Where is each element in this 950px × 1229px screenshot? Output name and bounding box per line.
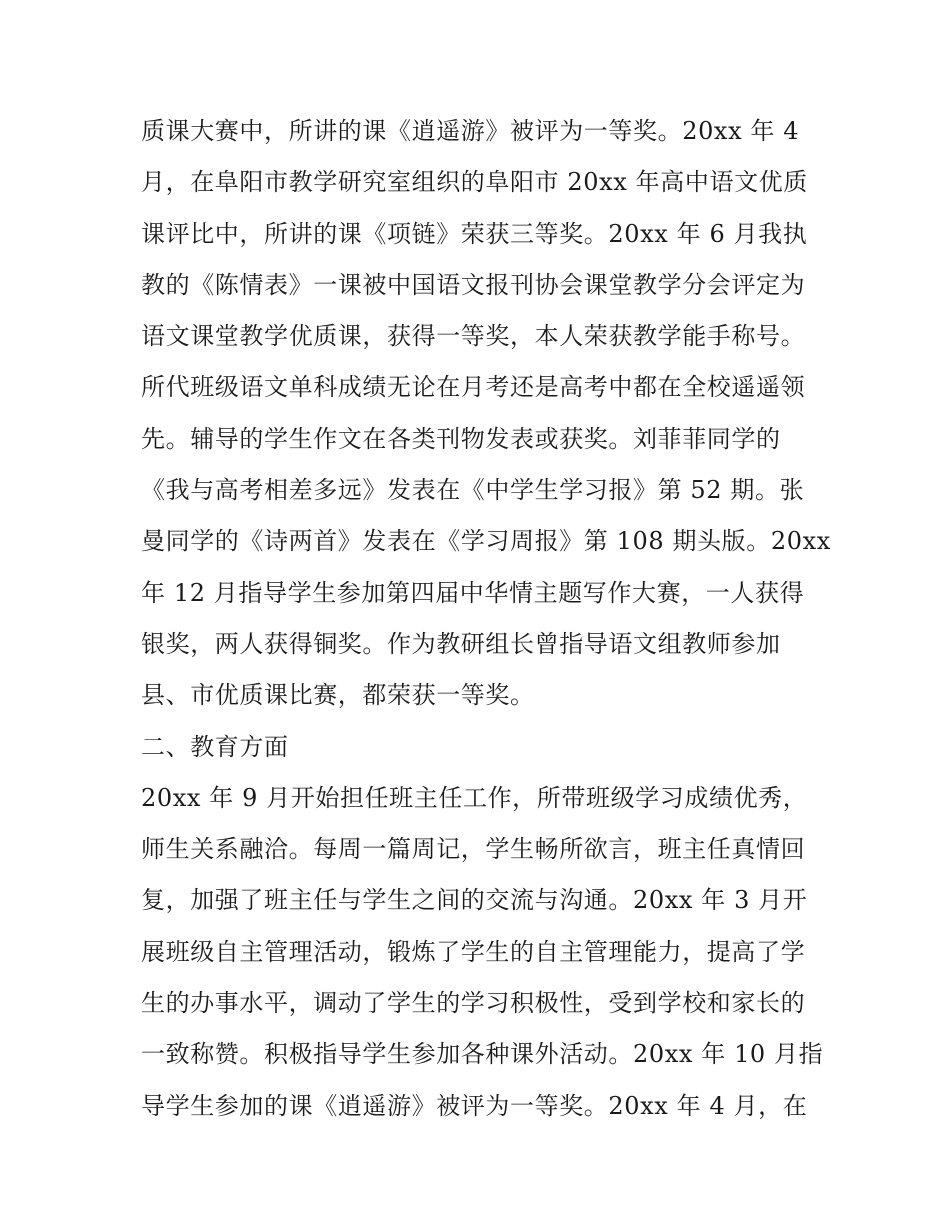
section-heading: 二、教育方面 xyxy=(141,732,289,761)
text-line: 生的办事水平，调动了学生的学习积极性，受到学校和家长的 xyxy=(141,989,806,1018)
text-line: 《我与高考相差多远》发表在《中学生学习报》第 52 期。张 xyxy=(141,476,805,505)
text-line: 课评比中，所讲的课《项链》荣获三等奖。20xx 年 6 月我执 xyxy=(141,219,808,248)
text-line: 县、市优质课比赛，都荣获一等奖。 xyxy=(141,681,535,710)
text-line: 教的《陈情表》一课被中国语文报刊协会课堂教学分会评定为 xyxy=(141,270,806,299)
text-line: 银奖，两人获得铜奖。作为教研组长曾指导语文组教师参加 xyxy=(141,629,781,658)
text-line: 质课大赛中，所讲的课《逍遥游》被评为一等奖。20xx 年 4 xyxy=(141,117,800,145)
text-line: 曼同学的《诗两首》发表在《学习周报》第 108 期头版。20xx xyxy=(141,527,831,556)
text-line: 年 12 月指导学生参加第四届中华情主题写作大赛，一人获得 xyxy=(141,578,805,607)
text-line: 导学生参加的课《逍遥游》被评为一等奖。20xx 年 4 月，在 xyxy=(141,1091,808,1120)
text-line: 所代班级语文单科成绩无论在月考还是高考中都在全校遥遥领 xyxy=(141,373,806,402)
text-line: 月，在阜阳市教学研究室组织的阜阳市 20xx 年高中语文优质 xyxy=(141,168,808,197)
text-line: 师生关系融洽。每周一篇周记，学生畅所欲言，班主任真情回 xyxy=(141,835,806,864)
text-line: 先。辅导的学生作文在各类刊物发表或获奖。刘菲菲同学的 xyxy=(141,424,781,453)
text-line: 复，加强了班主任与学生之间的交流与沟通。20xx 年 3 月开 xyxy=(141,886,808,915)
document-body xyxy=(141,106,831,1132)
text-line: 一致称赞。积极指导学生参加各种课外活动。20xx 年 10 月指 xyxy=(141,1040,824,1069)
text-line: 语文课堂教学优质课，获得一等奖，本人荣获教学能手称号。 xyxy=(141,322,806,351)
text-line: 展班级自主管理活动，锻炼了学生的自主管理能力，提高了学 xyxy=(141,937,806,966)
text-line: 20xx 年 9 月开始担任班主任工作，所带班级学习成绩优秀， xyxy=(141,783,808,812)
